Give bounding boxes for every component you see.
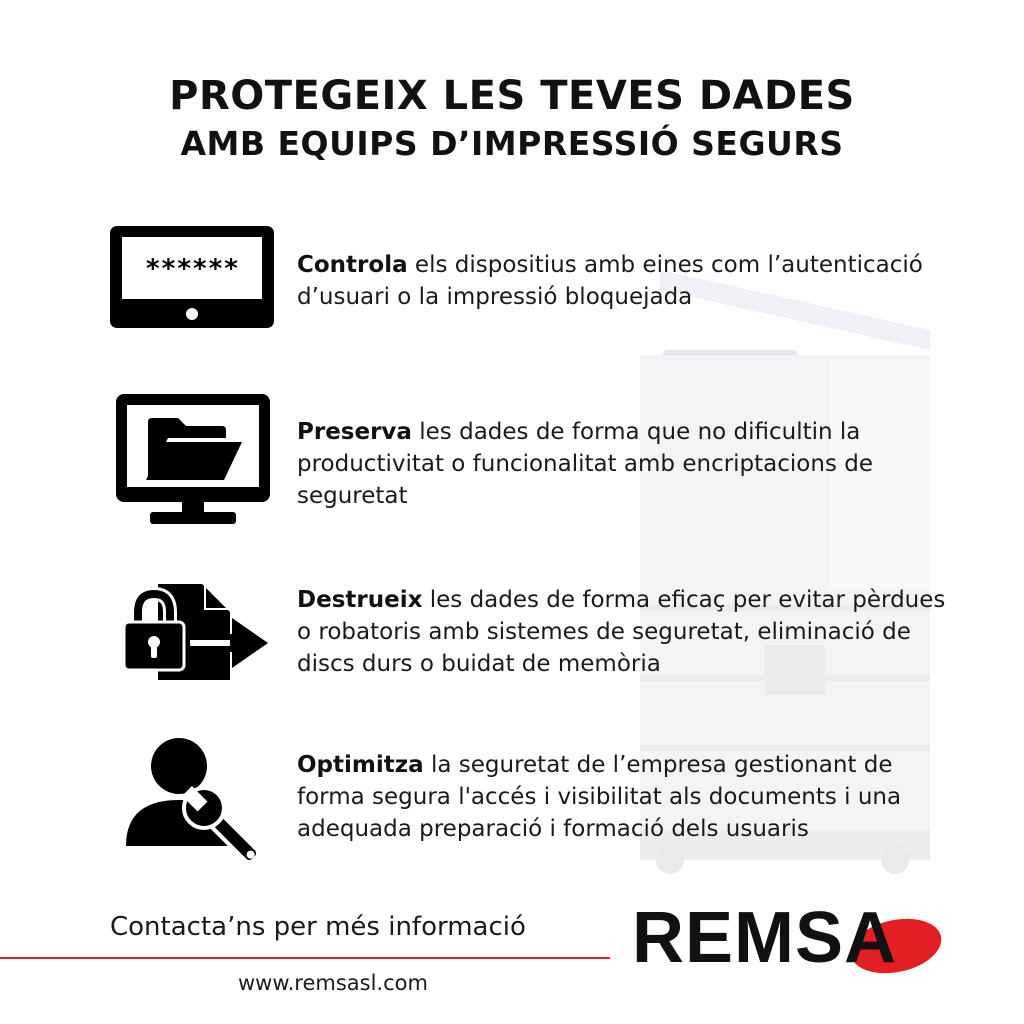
lock-document-arrow-icon bbox=[122, 580, 270, 684]
password-mask-text: ****** bbox=[145, 254, 239, 284]
website-link[interactable]: www.remsasl.com bbox=[238, 971, 428, 995]
contact-text: Contacta’ns per més informació bbox=[110, 912, 526, 942]
feature-control bbox=[297, 249, 957, 313]
feature-destroy-bold: Destrueix bbox=[297, 587, 423, 613]
feature-preserve-bold: Preserva bbox=[297, 419, 412, 445]
feature-control-bold: Controla bbox=[297, 252, 408, 278]
feature-preserve-text: les dades de forma que no dificultin la productivitat o funcionalitat amb encriptacions de seguretat bbox=[297, 419, 873, 509]
title-line-1: PROTEGEIX LES TEVES DADES bbox=[169, 73, 855, 119]
feature-preserve bbox=[297, 416, 957, 512]
feature-optimize bbox=[297, 749, 957, 845]
logo-text: REMSA bbox=[632, 898, 898, 978]
monitor-folder-icon bbox=[116, 394, 270, 526]
title-line-2: AMB EQUIPS D’IMPRESSIÓ SEGURS bbox=[180, 124, 844, 163]
page-title bbox=[0, 72, 1024, 168]
feature-optimize-text: la seguretat de l’empresa gestionant de forma segura l'accés i visibilitat als documents i una adequada preparació i formació dels usuaris bbox=[297, 752, 902, 842]
monitor-password-icon bbox=[110, 226, 274, 328]
feature-control-text: els dispositius amb eines com l’autenticació d’usuari o la impressió bloquejada bbox=[297, 252, 923, 310]
feature-destroy bbox=[297, 584, 957, 680]
feature-destroy-text: les dades de forma eficaç per evitar pèrdues o robatoris amb sistemes de seguretat, eliminació de discs durs o buidat de memòria bbox=[297, 587, 946, 677]
red-divider bbox=[0, 957, 610, 959]
user-wrench-icon bbox=[124, 736, 270, 866]
remsa-logo bbox=[628, 888, 948, 978]
feature-optimize-bold: Optimitza bbox=[297, 752, 424, 778]
